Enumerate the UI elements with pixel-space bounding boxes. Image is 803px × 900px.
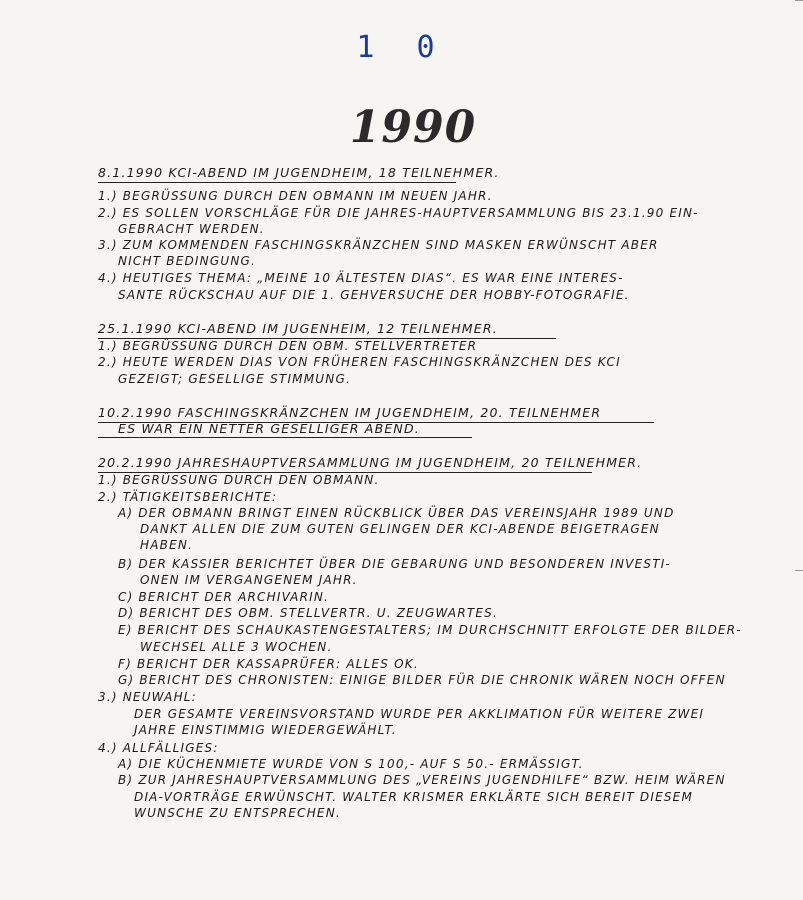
entry-line: HABEN. <box>140 538 194 552</box>
entry-line: ONEN IM VERGANGENEM JAHR. <box>140 573 358 587</box>
entry-line: E) BERICHT DES SCHAUKASTENGESTALTERS; IM DURCHSCHNITT ERFOLGTE DER BILDER- <box>118 623 742 637</box>
entry-line: A) DIE KÜCHENMIETE WURDE VON S 100,- AUF S 50.- ERMÄSSIGT. <box>118 757 584 771</box>
entry-line: F) BERICHT DER KASSAPRÜFER: ALLES OK. <box>118 657 419 671</box>
entry-heading: 25.1.1990 KCI-ABEND IM JUGENHEIM, 12 TEILNEHMER. <box>98 321 498 336</box>
entry-line: 4.) HEUTIGES THEMA: „MEINE 10 ÄLTESTEN DIAS“. ES WAR EINE INTERES- <box>98 271 624 285</box>
entry-line: 1.) BEGRÜSSUNG DURCH DEN OBMANN IM NEUEN JAHR. <box>98 189 493 203</box>
entry-heading: 10.2.1990 FASCHINGSKRÄNZCHEN IM JUGENDHEIM, 20. TEILNEHMER <box>98 405 602 420</box>
entry-line: DANKT ALLEN DIE ZUM GUTEN GELINGEN DER KCI-ABENDE BEIGETRAGEN <box>140 522 660 536</box>
entry-line: SANTE RÜCKSCHAU AUF DIE 1. GEHVERSUCHE DER HOBBY-FOTOGRAFIE. <box>118 288 630 302</box>
entry-line: DER GESAMTE VEREINSVORSTAND WURDE PER AKKLIMATION FÜR WEITERE ZWEI <box>134 707 705 721</box>
entry-heading: 20.2.1990 JAHRESHAUPTVERSAMMLUNG IM JUGENDHEIM, 20 TEILNEHMER. <box>98 455 643 470</box>
entry-line: D) BERICHT DES OBM. STELLVERTR. U. ZEUGWARTES. <box>118 606 498 620</box>
entry-line: NICHT BEDINGUNG. <box>118 254 257 268</box>
entry-line: 2.) TÄTIGKEITSBERICHTE: <box>98 490 278 504</box>
page-edge-mark <box>795 0 803 1</box>
page-edge-mark <box>795 570 803 571</box>
entry-subheading: ES WAR EIN NETTER GESELLIGER ABEND. <box>118 421 420 436</box>
entry-heading: 8.1.1990 KCI-ABEND IM JUGENDHEIM, 18 TEILNEHMER. <box>98 165 500 180</box>
entry-line: GEZEIGT; GESELLIGE STIMMUNG. <box>118 372 351 386</box>
entry-line: 3.) NEUWAHL: <box>98 690 197 704</box>
entry-line: WECHSEL ALLE 3 WOCHEN. <box>140 640 333 654</box>
page-number: 1 0 <box>356 30 447 65</box>
entry-line: 3.) ZUM KOMMENDEN FASCHINGSKRÄNZCHEN SIND MASKEN ERWÜNSCHT ABER <box>98 238 659 252</box>
entry-line: DIA-VORTRÄGE ERWÜNSCHT. WALTER KRISMER ERKLÄRTE SICH BEREIT DIESEM <box>134 790 694 804</box>
entry-line: B) ZUR JAHRESHAUPTVERSAMMLUNG DES „VEREINS JUGENDHILFE“ BZW. HEIM WÄREN <box>118 773 726 787</box>
entry-line: WUNSCHE ZU ENTSPRECHEN. <box>134 806 341 820</box>
entry-line: B) DER KASSIER BERICHTET ÜBER DIE GEBARUNG UND BESONDEREN INVESTI- <box>118 557 671 571</box>
year-title: 1990 <box>349 102 477 153</box>
entry-line: 2.) ES SOLLEN VORSCHLÄGE FÜR DIE JAHRES-HAUPTVERSAMMLUNG BIS 23.1.90 EIN- <box>98 206 699 220</box>
entry-line: A) DER OBMANN BRINGT EINEN RÜCKBLICK ÜBER DAS VEREINSJAHR 1989 UND <box>118 506 675 520</box>
entry-line: 2.) HEUTE WERDEN DIAS VON FRÜHEREN FASCHINGSKRÄNZCHEN DES KCI <box>98 355 621 369</box>
entry-line: GEBRACHT WERDEN. <box>118 222 265 236</box>
heading-underline <box>98 182 456 183</box>
entry-line: 4.) ALLFÄLLIGES: <box>98 741 219 755</box>
heading-underline <box>98 437 472 438</box>
entry-line: C) BERICHT DER ARCHIVARIN. <box>118 590 330 604</box>
entry-line: G) BERICHT DES CHRONISTEN: EINIGE BILDER FÜR DIE CHRONIK WÄREN NOCH OFFEN <box>118 673 726 687</box>
entry-line: 1.) BEGRÜSSUNG DURCH DEN OBMANN. <box>98 473 380 487</box>
entry-line: JAHRE EINSTIMMIG WIEDERGEWÄHLT. <box>134 723 397 737</box>
entry-line: 1.) BEGRÜSSUNG DURCH DEN OBM. STELLVERTRETER <box>98 339 478 353</box>
